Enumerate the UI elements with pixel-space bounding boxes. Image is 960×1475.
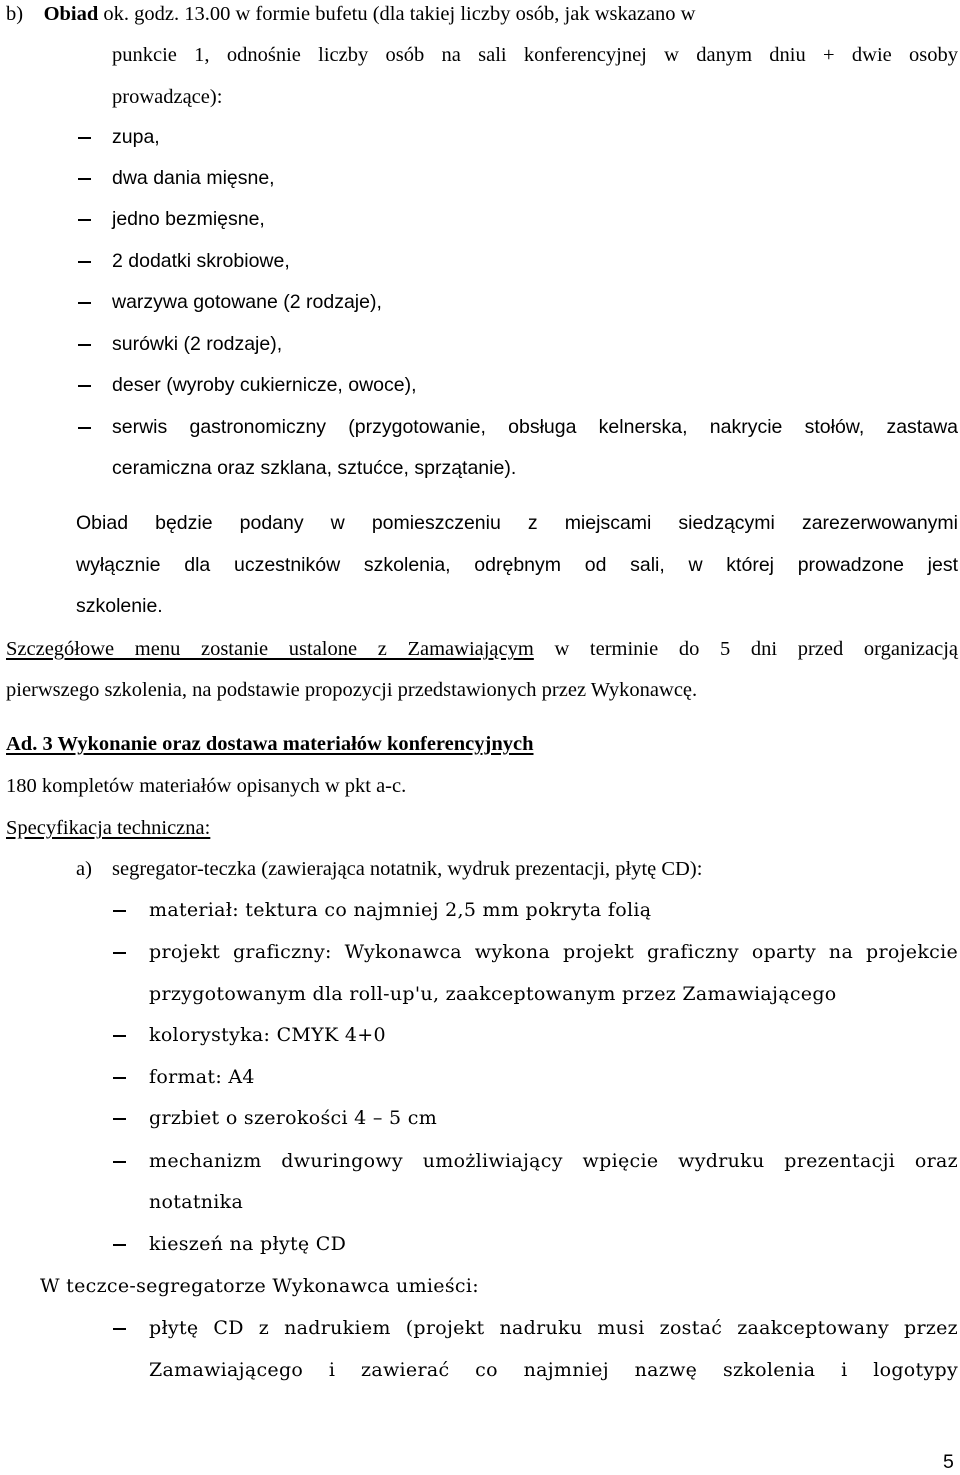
section-b-intro-line-3: prowadzące):	[112, 86, 223, 108]
list-dash	[113, 952, 126, 954]
a-list-item: kolorystyka: CMYK 4+0	[149, 1024, 386, 1046]
a-list-item: mechanizm dwuringowy umożliwiający wpięcie wydruku prezentacji oraz	[149, 1150, 958, 1172]
section-b-intro-line-2: punkcie 1, odnośnie liczby osób na sali konferencyjnej w danym dniu + dwie osoby	[112, 44, 958, 66]
a-list-item: grzbiet o szerokości 4 – 5 cm	[149, 1107, 438, 1129]
list-dash	[113, 1035, 126, 1037]
list-item: deser (wyroby cukiernicze, owoce),	[112, 374, 417, 396]
list-item: dwa dania mięsne,	[112, 167, 275, 189]
folder-intro: W teczce-segregatorze Wykonawca umieści:	[40, 1275, 479, 1297]
menu-note-line-1-rest: w terminie do 5 dni przed organizacją	[554, 638, 958, 660]
list-dash	[113, 1328, 126, 1330]
room-paragraph-line-3: szkolenie.	[76, 595, 163, 617]
list-dash	[78, 427, 91, 429]
ad3-item-a-marker: a)	[76, 858, 92, 880]
a-list-item-continuation: notatnika	[149, 1191, 244, 1213]
list-dash	[113, 910, 126, 912]
list-dash	[78, 261, 91, 263]
list-dash	[78, 385, 91, 387]
list-dash	[113, 1161, 126, 1163]
list-item: surówki (2 rodzaje),	[112, 333, 283, 355]
ad3-spec-label: Specyfikacja techniczna:	[6, 817, 211, 839]
menu-note-underlined: Szczegółowe menu zostanie ustalone z Zamawiającym	[6, 638, 534, 660]
menu-note-line-2: pierwszego szkolenia, na podstawie propozycji przedstawionych przez Wykonawcę.	[6, 679, 698, 701]
list-dash	[78, 178, 91, 180]
list-item-service-line-2: ceramiczna oraz szklana, sztućce, sprzątanie).	[112, 457, 517, 479]
room-paragraph-line-1: Obiad będzie podany w pomieszczeniu z miejscami siedzącymi zarezerwowanymi	[76, 512, 958, 534]
ad3-count-line: 180 kompletów materiałów opisanych w pkt a-c.	[6, 775, 407, 797]
section-b-marker: b)	[6, 3, 24, 25]
list-dash	[78, 302, 91, 304]
a-list-item: kieszeń na płytę CD	[149, 1233, 347, 1255]
list-item: zupa,	[112, 126, 160, 148]
folder-list-item: płytę CD z nadrukiem (projekt nadruku musi zostać zaakceptowany przez	[149, 1317, 958, 1339]
room-paragraph-line-2: wyłącznie dla uczestników szkolenia, odrębnym od sali, w której prowadzone jest	[76, 554, 958, 576]
section-b-intro-line-1	[6, 4, 958, 25]
list-dash	[113, 1077, 126, 1079]
page-number: 5	[943, 1451, 954, 1473]
a-list-item: format: A4	[149, 1066, 255, 1088]
section-b-title: Obiad	[43, 3, 99, 25]
folder-list-item-continuation: Zamawiającego i zawierać co najmniej nazwę szkolenia i logotypy	[149, 1359, 958, 1381]
a-list-item: materiał: tektura co najmniej 2,5 mm pokryta folią	[149, 899, 652, 921]
list-dash	[113, 1118, 126, 1120]
ad3-item-a: segregator-teczka (zawierająca notatnik, wydruk prezentacji, płytę CD):	[112, 858, 703, 880]
list-dash	[78, 219, 91, 221]
list-dash	[113, 1244, 126, 1246]
section-b-intro-rest: ok. godz. 13.00 w formie bufetu (dla takiej liczby osób, jak wskazano w	[103, 3, 696, 25]
menu-note-line-1	[6, 639, 958, 660]
list-item: warzywa gotowane (2 rodzaje),	[112, 291, 382, 313]
list-item: 2 dodatki skrobiowe,	[112, 250, 290, 272]
list-dash	[78, 344, 91, 346]
a-list-item: projekt graficzny: Wykonawca wykona projekt graficzny oparty na projekcie	[149, 941, 958, 963]
list-dash	[78, 137, 91, 139]
list-item-service-line-1: serwis gastronomiczny (przygotowanie, obsługa kelnerska, nakrycie stołów, zastawa	[112, 416, 958, 438]
list-item: jedno bezmięsne,	[112, 208, 265, 230]
ad3-heading: Ad. 3 Wykonanie oraz dostawa materiałów konferencyjnych	[6, 733, 534, 755]
a-list-item-continuation: przygotowanym dla roll-up'u, zaakceptowanym przez Zamawiającego	[149, 983, 837, 1005]
